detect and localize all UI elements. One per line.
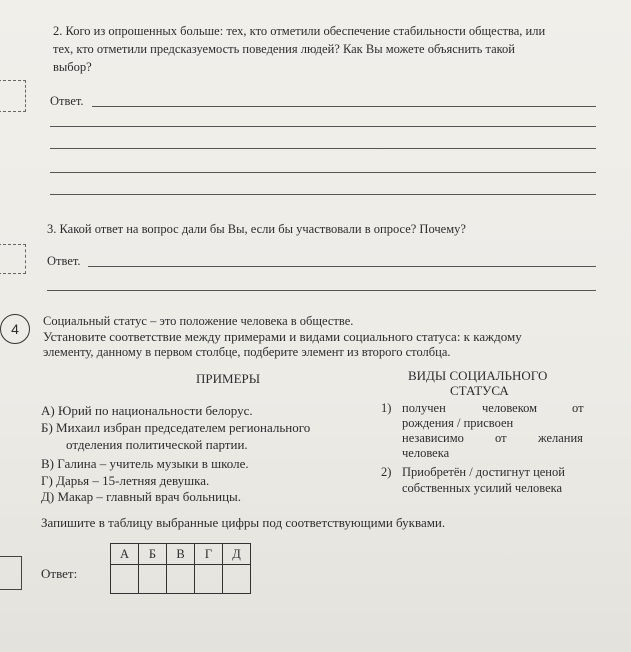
task-number-badge: 4 bbox=[0, 314, 30, 344]
type-1-word-3: от bbox=[572, 401, 584, 415]
q2-text-line-3: выбор? bbox=[53, 60, 92, 74]
task4-answer-label: Ответ: bbox=[41, 566, 78, 581]
q2-answer-line-3[interactable] bbox=[50, 148, 596, 149]
q3-answer-line-2[interactable] bbox=[47, 290, 596, 291]
answer-cell-b[interactable] bbox=[139, 565, 167, 594]
q2-answer-line-2[interactable] bbox=[50, 126, 596, 127]
q3-text: 3. Какой ответ на вопрос дали бы Вы, если бы участвовали в опросе? Почему? bbox=[47, 222, 466, 236]
type-2-line-2: собственных усилий человека bbox=[402, 481, 563, 495]
answer-table-header-v: В bbox=[167, 544, 195, 565]
types-header-line-1: ВИДЫ СОЦИАЛЬНОГО bbox=[408, 368, 548, 383]
q2-answer-line-1[interactable] bbox=[92, 106, 596, 107]
type-2-line-1: Приобретён / достигнут ценой bbox=[402, 465, 565, 479]
type-1-number: 1) bbox=[381, 401, 392, 415]
q3-answer-label: Ответ. bbox=[47, 254, 81, 268]
example-a: А) Юрий по национальности белорус. bbox=[41, 403, 253, 418]
task4-instruction-line-1: Установите соответствие между примерами и видами социального статуса: к каждому bbox=[43, 329, 522, 344]
example-d: Д) Макар – главный врач больницы. bbox=[41, 489, 242, 504]
type-1-word-1: получен bbox=[402, 401, 446, 415]
type-1-line-2: рождения / присвоен bbox=[402, 416, 514, 430]
example-b-line-2: отделения политической партии. bbox=[66, 437, 248, 452]
answer-table-header-d: Д bbox=[223, 544, 251, 565]
example-g: Г) Дарья – 15-летняя девушка. bbox=[41, 473, 210, 488]
type-2-number: 2) bbox=[381, 465, 392, 479]
type-1-word-5: от bbox=[495, 431, 507, 445]
q2-answer-line-5[interactable] bbox=[50, 194, 596, 195]
answer-cell-v[interactable] bbox=[167, 565, 195, 594]
answer-table-value-row bbox=[111, 565, 251, 594]
task4-instruction-line-2: элементу, данному в первом столбце, подберите элемент из второго столбца. bbox=[43, 345, 451, 359]
answer-cell-g[interactable] bbox=[195, 565, 223, 594]
q2-text-line-2: тех, кто отметили предсказуемость поведения людей? Как Вы можете объяснить такой bbox=[53, 42, 515, 56]
table-instruction: Запишите в таблицу выбранные цифры под соответствующими буквами. bbox=[41, 515, 446, 530]
task4-definition: Социальный статус – это положение человека в обществе. bbox=[43, 314, 354, 328]
q3-score-box bbox=[0, 244, 26, 274]
type-1-word-2: человеком bbox=[482, 401, 538, 415]
q3-answer-line-1[interactable] bbox=[88, 266, 596, 267]
answer-table-header-row bbox=[111, 544, 251, 565]
answer-table bbox=[110, 543, 251, 594]
example-v: В) Галина – учитель музыки в школе. bbox=[41, 456, 249, 471]
answer-cell-a[interactable] bbox=[111, 565, 139, 594]
q2-answer-line-4[interactable] bbox=[50, 172, 596, 173]
q2-score-box bbox=[0, 80, 26, 112]
types-header-line-2: СТАТУСА bbox=[450, 383, 509, 398]
type-1-word-6: желания bbox=[538, 431, 583, 445]
answer-cell-d[interactable] bbox=[223, 565, 251, 594]
example-b-line-1: Б) Михаил избран председателем регионального bbox=[41, 420, 311, 435]
task4-score-box bbox=[0, 556, 22, 590]
answer-table-header-b: Б bbox=[139, 544, 167, 565]
answer-table-header-g: Г bbox=[195, 544, 223, 565]
type-1-word-4: независимо bbox=[402, 431, 464, 445]
type-1-line-4: человека bbox=[402, 446, 450, 460]
q2-answer-label: Ответ. bbox=[50, 94, 84, 108]
examples-header: ПРИМЕРЫ bbox=[196, 371, 261, 386]
answer-table-header-a: А bbox=[111, 544, 139, 565]
q2-text-line-1: 2. Кого из опрошенных больше: тех, кто отметили обеспечение стабильности общества, или bbox=[53, 24, 546, 38]
